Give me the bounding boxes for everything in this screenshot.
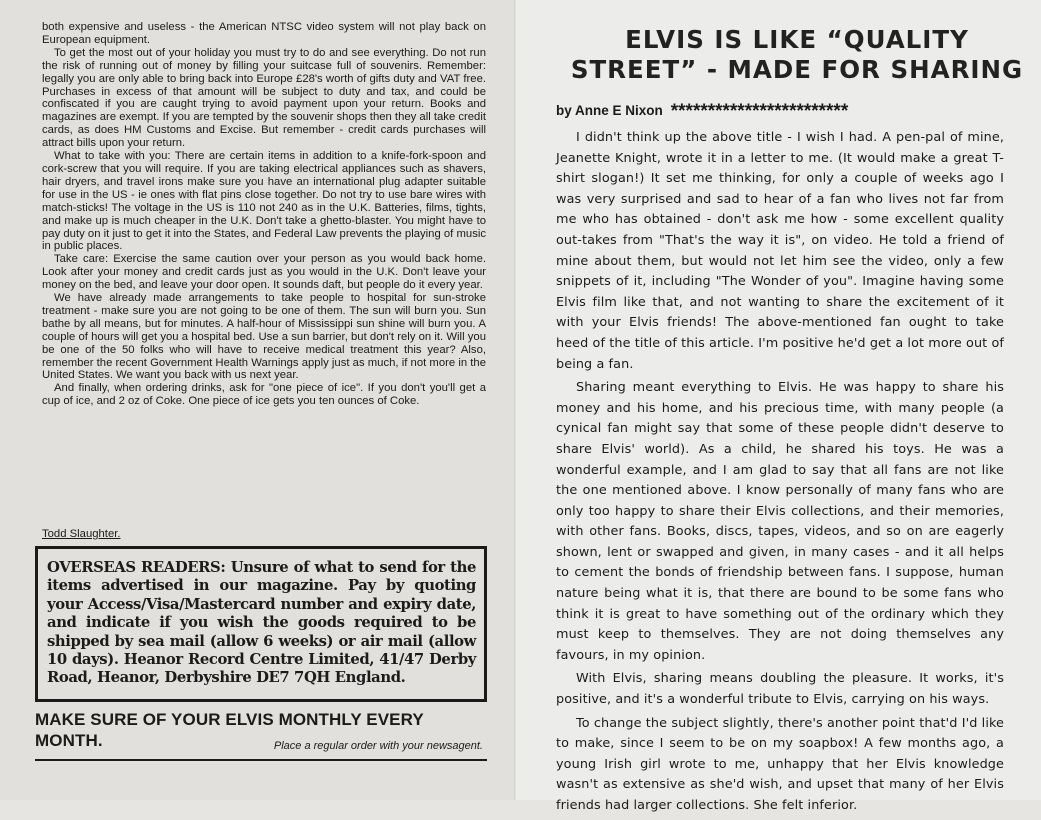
article-paragraph: And finally, when ordering drinks, ask for "one piece of ice". If you don't you'll get a cup of ice, and 2 oz of Coke. One piece of ice gets you ten ounces of Coke.: [42, 382, 486, 408]
subscription-promo: [35, 709, 487, 761]
article-paragraph: What to take with you: There are certain items in addition to a knife-fork-spoon and cork-screw that you will require. If you are taking electrical appliances such as shavers, hair dryers, and travel irons make sure you have an international plug adapter suitable for use in the US - ie ones with flat pins close together. Do not try to use bare wires with match-sticks! The voltage in the US is 110 not 240 as in the U.K. Batteries, films, tights, and make up is much cheaper in the U.K. Don't take a ghetto-blaster. You might have to pay duty on it just to get it into the States, and Federal Law prevents the playing of music in public places.: [42, 150, 486, 253]
byline-stars: ************************: [670, 101, 849, 122]
article-title: ELVIS IS LIKE “QUALITY STREET” - MADE FOR SHARING: [570, 25, 1024, 84]
byline-author: by Anne E Nixon: [556, 103, 663, 118]
overseas-readers-ad: [35, 546, 487, 702]
article-paragraph: I didn't think up the above title - I wish I had. A pen-pal of mine, Jeanette Knight, wrote it in a letter to me. (It would make a great T-shirt slogan!) It set me thinking, for only a couple of weeks ago I was very surprised and sad to hear of a fan who lives not far from me who has obtained - don't ask me how - some excellent quality out-takes from "That's the way it is", on video. He told a friend of mine about them, but would not let him see the video, only a few snippets of it, including "The Wonder of you". Imagine having some Elvis film like that, and not wanting to share the excitement of it with your Elvis friends! The above-mentioned fan ought to take heed of the title of this article. I'm positive he'd get a lot more out of being a fan.: [556, 130, 1004, 372]
travel-advice-article: [42, 21, 486, 408]
article-paragraph: To change the subject slightly, there's another point that'd I'd like to make, since I seem to be on my soapbox! A few months ago, a young Irish girl wrote to me, unhappy that her Elvis knowledge wasn't as extensive as she'd wish, and upset that many of her Elvis friends had larger collections. She felt inferior.: [556, 715, 1004, 813]
article-paragraph: both expensive and useless - the American NTSC video system will not play back on European equipment.: [42, 21, 486, 46]
left-page: [0, 0, 516, 800]
article-paragraph: To get the most out of your holiday you must try to do and see everything. Do not run the risk of running out of money by filling your suitcase full of souvenirs. Remember: legally you are only able to bring back into Europe £28's worth of gifts duty and VAT free. Purchases in excess of that amount will be subject to duty and tax, and could be confiscated if you are caught trying to avoid payment upon your return. Books and magazines are exempt. If you are tempted by the souvenir shops then they all take credit cards, as does HM Customs and Excise. But remember - credit cards purchases will attract bills upon your return.: [42, 46, 486, 150]
byline: [556, 101, 848, 123]
ad-text: OVERSEAS READERS: Unsure of what to send for the items advertised in our magazine. Pay by quoting your Access/Visa/Mastercard number and expiry date, and indicate if you wish the goods required to be shipped by sea mail (allow 6 weeks) or air mail (allow 10 days). Heanor Record Centre Limited, 41/47 Derby Road, Heanor, Derbyshire DE7 7QH England.: [47, 559, 476, 687]
article-paragraph: Sharing meant everything to Elvis. He was happy to share his money and his home, and his precious time, with many people (a cynical fan might say that some of these people didn't deserve to share Elvis' world). As a child, he shared his toys. He was a wonderful example, and I am glad to say that all fans are not like the one mentioned above. I know personally of many fans who are only too happy to share their Elvis collections, and their memories, with other fans. Books, discs, tapes, videos, and so on are eagerly shown, lent or swapped and given, in many cases - and it all helps to cement the bonds of friendship between fans. I suppose, human nature being what it is, that there are bound to be some fans who think it is great to have something out of the ordinary which they must keep to themselves. They are not doing themselves any favours, in my opinion.: [556, 380, 1004, 663]
article-paragraph: Take care: Exercise the same caution over your person as you would back home. Look after your money and credit cards just as you would in the U.K. Don't leave your money on the bed, and leave your door open. It sounds daft, but people do it every year.: [42, 253, 486, 292]
article-paragraph: With Elvis, sharing means doubling the pleasure. It works, it's positive, and it's a wonderful tribute to Elvis, carrying on his ways.: [556, 671, 1004, 708]
article-paragraph: We have already made arrangements to take people to hospital for sun-stroke treatment - make sure you are not going to be one of them. The sun will burn you. Sun bathe by all means, but for minutes. A half-hour of Mississippi sun shine will burn you. A couple of hours will get you a hospital bed. Use a sun barrier, but don't rely on it. Will you be one of the 50 folks who will have to receive medical treatment this year? Also, remember the recent Government Health Warnings apply just as much, if not more in the United States. We want you back with us next year.: [42, 292, 486, 382]
sharing-article-body: [556, 128, 1004, 820]
promo-subline: Place a regular order with your newsagent.: [273, 740, 483, 752]
promo-headline: MAKE SURE OF YOUR ELVIS MONTHLY EVERY MONTH.: [35, 710, 424, 750]
author-signature: Todd Slaughter.: [42, 528, 121, 540]
right-page: [518, 0, 1041, 813]
